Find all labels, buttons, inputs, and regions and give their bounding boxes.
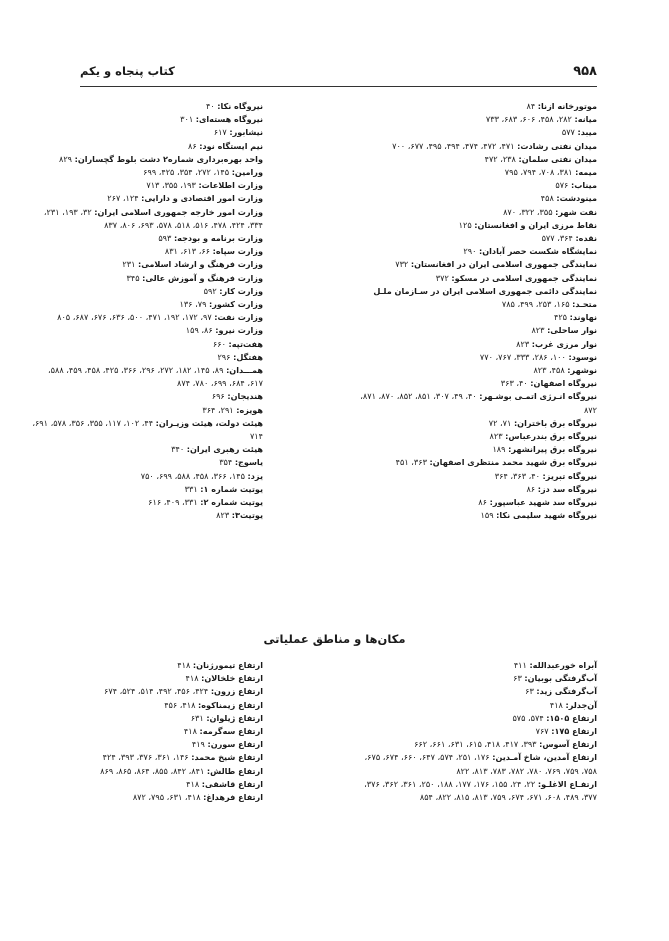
entry-pages: ۱۵۹: [480, 510, 494, 521]
entry-pages: ۹۷، ۱۷۲، ۱۹۲، ۴۷۱، ۵۰۰، ۶۳۶، ۶۷۶، ۶۸۷، ۸۰۵: [57, 312, 212, 323]
entry-term: ارتفاع ژیلوان:: [206, 712, 263, 723]
entry-pages: ۴۱۸: [186, 778, 200, 789]
entry-pages: ۱۴۶، ۳۶۱، ۳۷۶، ۳۹۳، ۴۲۴: [102, 752, 189, 763]
entry-pages: ۲۹۱، ۳۶۴: [202, 404, 234, 415]
entry-pages: ۱۰۰، ۲۸۶، ۳۳۳، ۷۶۷، ۷۷۰: [479, 351, 566, 362]
entry-term: نمایندگی جمهوری اسلامی در مسکو:: [451, 272, 597, 283]
page-number: ۹۵۸: [573, 64, 597, 79]
entry-term: نیروگاه برق بندرعباس:: [505, 431, 597, 442]
entry-pages: ۱۸۹: [492, 444, 506, 455]
entry-pages: ۸۶: [188, 140, 197, 151]
entry-pages: ۵۷۴، ۵۷۵: [512, 712, 544, 723]
lower-right-column: [347, 659, 597, 804]
entry-term: آب‌گرفتگی بوبیان:: [524, 673, 597, 684]
index-entry: [31, 778, 263, 791]
entry-term: ارتفاع ۱۵۰۵:: [546, 712, 597, 723]
index-entry: [31, 470, 263, 483]
index-entry: [347, 496, 597, 509]
entry-pages: ۸۹، ۱۴۵، ۱۸۲، ۲۷۲، ۲۹۶، ۳۶۶، ۴۲۵، ۴۵۸، ۴۵۹، ۵۸۸، ۶۱۷، ۶۸۴، ۶۹۹، ۷۸۰، ۸۷۴: [48, 365, 263, 389]
entry-pages: ۳۵۵، ۳۲۲، ۸۷۰: [503, 206, 553, 217]
index-entry: [347, 153, 597, 166]
entry-term: وزارت نفت:: [214, 312, 263, 323]
index-entry: [347, 483, 597, 496]
entry-pages: ۴۴، ۱۰۲، ۱۱۷، ۳۵۵، ۳۵۶، ۵۷۸، ۶۹۱، ۷۱۴: [32, 417, 263, 442]
lower-left-column: [31, 659, 263, 804]
entry-pages: ۸۲۹: [58, 153, 73, 164]
index-entry: [347, 232, 597, 245]
entry-term: نیروگاه سد دز:: [537, 483, 597, 494]
index-entry: [31, 258, 263, 271]
index-entry: [31, 765, 263, 778]
index-entry: [31, 509, 263, 522]
index-entry: [31, 483, 263, 496]
entry-term: وزارت کشور:: [209, 299, 263, 310]
index-entry: [31, 390, 263, 403]
entry-term: وزارت فرهنگ و ارشاد اسلامی:: [138, 259, 263, 270]
index-entry: [347, 285, 597, 311]
index-entry: [347, 456, 597, 469]
entry-pages: ۶۶، ۶۱۳، ۸۳۱: [164, 246, 211, 257]
entry-pages: ۸۶: [478, 497, 487, 508]
entry-term: نیروگاه انـرژی اتمـی بوشـهر:: [479, 391, 597, 402]
entry-pages: ۶۳: [525, 686, 534, 697]
entry-pages: ۲۳۱: [122, 259, 136, 270]
index-entry: [347, 659, 597, 672]
index-entry: [31, 351, 263, 364]
index-entry: [31, 285, 263, 298]
entry-pages: ۸۶: [526, 483, 536, 494]
entry-pages: ۴۰، ۴۹، ۳۰۷، ۸۵۱، ۸۵۲، ۸۷۰، ۸۷۱، ۸۷۲: [360, 391, 597, 415]
index-entry: [347, 417, 597, 430]
entry-term: ارتفاع سورن:: [207, 739, 263, 750]
entry-pages: ۳۳۱، ۴۰۹، ۶۱۶: [148, 497, 198, 508]
index-entry: [31, 192, 263, 205]
entry-pages: ۸۲۳: [216, 510, 230, 521]
entry-term: نهاوند:: [569, 312, 597, 323]
entry-pages: ۶۹۶: [211, 391, 225, 402]
entry-term: یزد:: [247, 470, 263, 481]
entry-term: نیروگاه برق پیرانشهر:: [508, 444, 597, 455]
entry-term: میانه:: [574, 114, 597, 125]
entry-term: همـــدان:: [226, 365, 263, 376]
entry-term: وزارت نیرو:: [215, 325, 263, 336]
entry-pages: ۶۳: [513, 673, 522, 684]
entry-term: ارتفاع خلخالان:: [201, 673, 263, 684]
index-entry: [347, 751, 597, 777]
entry-pages: ۸۴۱، ۸۴۲، ۸۵۵، ۸۶۴، ۸۶۵، ۸۶۹: [100, 765, 205, 776]
index-entry: [31, 100, 263, 113]
entry-pages: ۸۲۳: [489, 431, 503, 442]
entry-pages: ۴۲۴، ۴۵۶، ۴۹۲، ۵۱۴، ۵۲۴، ۶۷۴: [104, 686, 209, 697]
index-entry: [31, 311, 263, 324]
entry-pages: ۸۶، ۱۵۹: [185, 325, 213, 336]
index-entry: [31, 232, 263, 245]
index-entry: [347, 390, 597, 416]
index-entry: [347, 712, 597, 725]
entry-pages: ۳۲، ۱۹۳، ۲۳۱، ۳۳۴، ۴۲۴، ۴۷۸، ۵۱۶، ۵۱۸، ۵۷۸، ۶۹۳، ۸۰۶، ۸۳۷: [43, 206, 263, 230]
entry-term: وزارت امور خارجه جمهوری اسلامی ایران:: [94, 206, 263, 217]
index-entry: [347, 685, 597, 698]
entry-term: یوتیت شماره ۱:: [200, 483, 263, 494]
entry-term: وزارت امور اقتصادی و دارایی:: [141, 193, 263, 204]
index-entry: [347, 443, 597, 456]
entry-term: ارتفـاع الاغلـو:: [537, 778, 597, 789]
entry-pages: ۳۴۵: [126, 272, 140, 283]
entry-term: هفت‌تپه:: [228, 338, 263, 349]
entry-term: وزارت سپاه:: [212, 246, 263, 257]
entry-pages: ۲۹۰: [463, 246, 477, 257]
entry-pages: ۱۴۵، ۳۶۶، ۴۵۸، ۵۸۸، ۶۹۹، ۷۵۰: [140, 470, 245, 481]
entry-term: نیشابور:: [229, 127, 263, 138]
index-entry: [31, 672, 263, 685]
entry-pages: ۵۷۷: [561, 127, 575, 138]
entry-term: ارتفاع زرون:: [210, 686, 263, 697]
index-entry: [347, 311, 597, 324]
index-entry: [347, 166, 597, 179]
entry-pages: ۳۶۳، ۴۵۱: [395, 457, 427, 468]
index-entry: [31, 699, 263, 712]
entry-pages: ۱۹۳، ۳۵۵، ۷۱۳: [146, 180, 196, 191]
index-entry: [347, 338, 597, 351]
entry-pages: ۶۳۱: [190, 712, 204, 723]
entry-term: نوار ساحلی:: [547, 325, 597, 336]
entry-term: یاسوج:: [234, 457, 263, 468]
entry-term: وزارت فرهنگ و آموزش عالی:: [142, 272, 263, 283]
entry-pages: ۳۴۰: [171, 444, 185, 455]
entry-term: مینودشت:: [556, 193, 597, 204]
index-entry: [31, 206, 263, 232]
entry-term: ارتفاع زیمناکوه:: [198, 699, 263, 710]
index-entry: [31, 166, 263, 179]
entry-term: ارتفاع تیمورژنان:: [192, 660, 263, 670]
index-entry: [347, 245, 597, 258]
entry-pages: ۲۹۶: [217, 351, 231, 362]
entry-term: هویزه:: [236, 404, 263, 415]
upper-left-column: [31, 100, 263, 523]
index-entry: [31, 153, 263, 166]
entry-term: نقاط مرزی ایران و افغانستان:: [474, 219, 597, 230]
entry-pages: ۲۲، ۲۴، ۱۵۵، ۱۷۶، ۱۷۷، ۱۸۸، ۲۵۰، ۳۶۱، ۳۶۲، ۳۷۶، ۳۷۷، ۴۸۹، ۶۰۸، ۶۷۱، ۶۷۴، ۷۵۹، ۸۱۳، ۸۱۵، ۸۲۲، ۸۵۴: [364, 778, 597, 803]
entry-pages: ۴۱۸: [549, 699, 563, 710]
entry-term: نیروگاه برق باختران:: [513, 417, 597, 428]
index-entry: [31, 496, 263, 509]
entry-pages: ۳۹۳، ۴۱۷، ۴۱۸، ۶۱۵، ۶۳۱، ۶۶۱، ۶۶۲: [414, 739, 537, 750]
entry-pages: ۳۶۴، ۵۷۷: [541, 233, 573, 244]
index-entry: [31, 140, 263, 153]
index-entry: [347, 206, 597, 219]
entry-term: وزارت برنامه و بودجه:: [173, 233, 263, 244]
entry-term: میناب:: [570, 180, 597, 191]
entry-term: نمایندگی جمهوری اسلامی ایران در افغانستان:: [410, 259, 597, 270]
index-entry: [31, 443, 263, 456]
index-entry: [347, 470, 597, 483]
index-entry: [347, 778, 597, 804]
index-entry: [347, 738, 597, 751]
entry-term: نیروگاه تبریز:: [542, 470, 597, 481]
entry-term: ورامین:: [231, 167, 263, 178]
index-entry: [347, 179, 597, 192]
entry-term: میدان نفتی سلمان:: [518, 153, 597, 164]
page-header: [80, 64, 597, 86]
entry-pages: ۴۵۸: [540, 193, 554, 204]
entry-term: نوار مرزی غرب:: [531, 338, 597, 349]
running-title: کتاب پنجاه و یکم: [80, 64, 175, 78]
index-entry: [31, 272, 263, 285]
entry-pages: ۴۵۸، ۸۲۳: [533, 365, 565, 376]
entry-term: نیم ایستگاه نود:: [199, 140, 263, 151]
entry-term: یوتیت۳:: [231, 510, 263, 521]
index-entry: [31, 126, 263, 139]
entry-term: ارتفاع ۱۷۵:: [551, 726, 597, 737]
entry-term: هیئت رهبری ایران:: [186, 444, 263, 455]
entry-pages: ۳۳۱: [184, 483, 198, 494]
entry-term: میمه:: [575, 167, 597, 178]
entry-pages: ۴۲۵: [553, 312, 568, 323]
index-entry: [347, 113, 597, 126]
entry-term: میبد:: [577, 127, 597, 138]
entry-term: هیئت دولت، هیئت وزیـران:: [155, 417, 263, 428]
entry-pages: ۱۴۵، ۲۷۲، ۳۵۴، ۴۲۵، ۶۹۹: [143, 167, 230, 178]
entry-term: نیروگاه سد شهید عباسپور:: [489, 497, 597, 508]
entry-term: نیروگاه شهید سلیمی نکا:: [496, 510, 597, 521]
entry-pages: ۴۱۸: [183, 726, 197, 737]
header-divider: [80, 86, 597, 87]
entry-term: موتورخانه ازنا:: [537, 101, 597, 111]
entry-pages: ۷۶۷: [535, 726, 549, 737]
index-entry: [347, 219, 597, 232]
entry-term: ارتفاع شیخ محمد:: [191, 752, 263, 763]
index-entry: [347, 351, 597, 364]
index-entry: [347, 258, 597, 271]
index-entry: [347, 430, 597, 443]
entry-pages: ۱۶۵، ۲۵۳، ۴۹۹، ۷۸۵: [501, 299, 570, 310]
index-entry: [31, 456, 263, 469]
index-entry: [347, 126, 597, 139]
index-entry: [347, 725, 597, 738]
entry-pages: ۴۰، ۳۶۳: [500, 378, 528, 389]
index-entry: [347, 377, 597, 390]
entry-term: آن‌جدلر:: [565, 699, 597, 710]
entry-term: آبراه خورعبدالله:: [529, 660, 597, 670]
entry-pages: ۳۷۲: [435, 272, 449, 283]
upper-right-column: [347, 100, 597, 523]
index-entry: [31, 791, 263, 804]
entry-pages: ۴۱۸: [177, 660, 191, 670]
entry-pages: ۷۳۲: [395, 259, 409, 270]
entry-term: نیروگاه برق شهید محمد منتظری اصفهان:: [429, 457, 597, 468]
entry-pages: ۷۱، ۷۲: [488, 417, 512, 428]
entry-pages: ۶۱۷: [213, 127, 227, 138]
entry-pages: ۸۴: [526, 101, 536, 111]
entry-pages: ۶۶۰: [212, 338, 226, 349]
entry-pages: ۵۹۲: [203, 285, 217, 296]
entry-pages: ۵۷۶: [555, 180, 569, 191]
entry-term: ارتفاع فرهداغ:: [203, 792, 263, 803]
entry-pages: ۴۰: [205, 101, 215, 111]
entry-pages: ۷۹، ۱۳۶: [179, 299, 207, 310]
entry-term: آب‌گرفتگی زید:: [536, 686, 597, 697]
entry-pages: ۸۲۳: [516, 338, 530, 349]
section-heading: مکان‌ها و مناطق عملیاتی: [263, 632, 406, 646]
index-entry: [347, 509, 597, 522]
index-entry: [31, 751, 263, 764]
entry-term: نمایندگی دائمی جمهوری اسلامی ایران در سـازمان ملـل متحـد:: [373, 285, 597, 310]
entry-pages: ۴۱۸، ۶۳۱، ۷۹۵، ۸۷۲: [132, 792, 201, 803]
entry-term: هفتگل:: [233, 351, 263, 362]
index-entry: [347, 192, 597, 205]
entry-pages: ۴۷۱، ۴۷۲، ۴۷۴، ۴۹۴، ۴۹۵، ۶۷۷، ۷۰۰: [392, 140, 515, 151]
index-entry: [31, 685, 263, 698]
entry-term: ارتفاع سه‌گرمه:: [199, 726, 263, 737]
index-entry: [31, 364, 263, 390]
entry-pages: ۳۵۴: [219, 457, 233, 468]
entry-term: نیروگاه هسته‌ای:: [195, 114, 263, 125]
entry-term: ارتفاع آسوس:: [539, 739, 597, 750]
entry-term: نیروگاه نکا:: [217, 101, 263, 111]
index-entry: [31, 179, 263, 192]
index-entry: [347, 324, 597, 337]
entry-pages: ۸۲۳: [531, 325, 545, 336]
entry-term: وزارت کار:: [219, 285, 263, 296]
entry-term: هندیجان:: [227, 391, 263, 402]
index-entry: [31, 738, 263, 751]
entry-pages: ۱۷۶، ۲۵۱، ۵۷۴، ۶۴۷، ۶۶۰، ۶۷۴، ۶۷۵، ۷۵۸، ۷۵۹، ۷۶۹، ۷۸۰، ۷۸۲، ۷۸۳، ۸۱۳، ۸۲۲: [364, 752, 597, 776]
entry-pages: ۱۲۴، ۲۶۷: [107, 193, 139, 204]
entry-pages: ۳۸۱، ۷۰۸، ۷۹۴، ۷۹۵: [504, 167, 573, 178]
index-entry: [347, 672, 597, 685]
index-entry: [31, 659, 263, 672]
index-entry: [31, 298, 263, 311]
entry-pages: ۳۰۱: [180, 114, 194, 125]
entry-term: نقده:: [575, 233, 597, 244]
entry-pages: ۴۱۸، ۴۵۶: [164, 699, 196, 710]
entry-term: واحد بهره‌برداری شماره۲ دشت بلوط گچساران:: [74, 153, 263, 164]
entry-term: ارتفاع طالش:: [206, 765, 263, 776]
index-entry: [31, 725, 263, 738]
index-entry: [31, 113, 263, 126]
index-entry: [347, 699, 597, 712]
entry-pages: ۲۸۲، ۴۵۸، ۶۰۶، ۶۸۳، ۷۳۳: [485, 114, 572, 125]
entry-term: یوتیت شماره ۲:: [200, 497, 263, 508]
entry-pages: ۴۱۱: [513, 660, 527, 670]
entry-term: ارتفاع قاشقی:: [201, 778, 263, 789]
index-entry: [347, 364, 597, 377]
index-entry: [31, 404, 263, 417]
entry-term: نفت شهر:: [555, 206, 597, 217]
entry-term: نیروگاه اصفهان:: [530, 378, 597, 389]
entry-term: ارتفاع آمدین، شاخ آمـدین:: [492, 752, 597, 763]
index-entry: [31, 245, 263, 258]
entry-term: وزارت اطلاعات:: [198, 180, 263, 191]
entry-pages: ۴۱۹: [191, 739, 205, 750]
entry-term: نوسود:: [568, 351, 597, 362]
entry-pages: ۲۳۸، ۴۷۲: [484, 153, 516, 164]
index-entry: [31, 338, 263, 351]
entry-term: نمایشگاه شکست حصر آبادان:: [479, 246, 597, 257]
entry-term: میدان نفتی رشادت:: [517, 140, 597, 151]
index-entry: [347, 272, 597, 285]
index-entry: [31, 712, 263, 725]
entry-pages: ۱۲۵: [458, 219, 472, 230]
index-entry: [31, 324, 263, 337]
index-entry: [31, 417, 263, 443]
entry-pages: ۵۹۳: [158, 233, 172, 244]
entry-pages: ۴۱۸: [185, 673, 199, 684]
index-entry: [347, 100, 597, 113]
index-entry: [347, 140, 597, 153]
entry-term: نوشهر:: [567, 365, 597, 376]
entry-pages: ۴۰، ۳۶۳، ۳۶۴: [494, 470, 540, 481]
